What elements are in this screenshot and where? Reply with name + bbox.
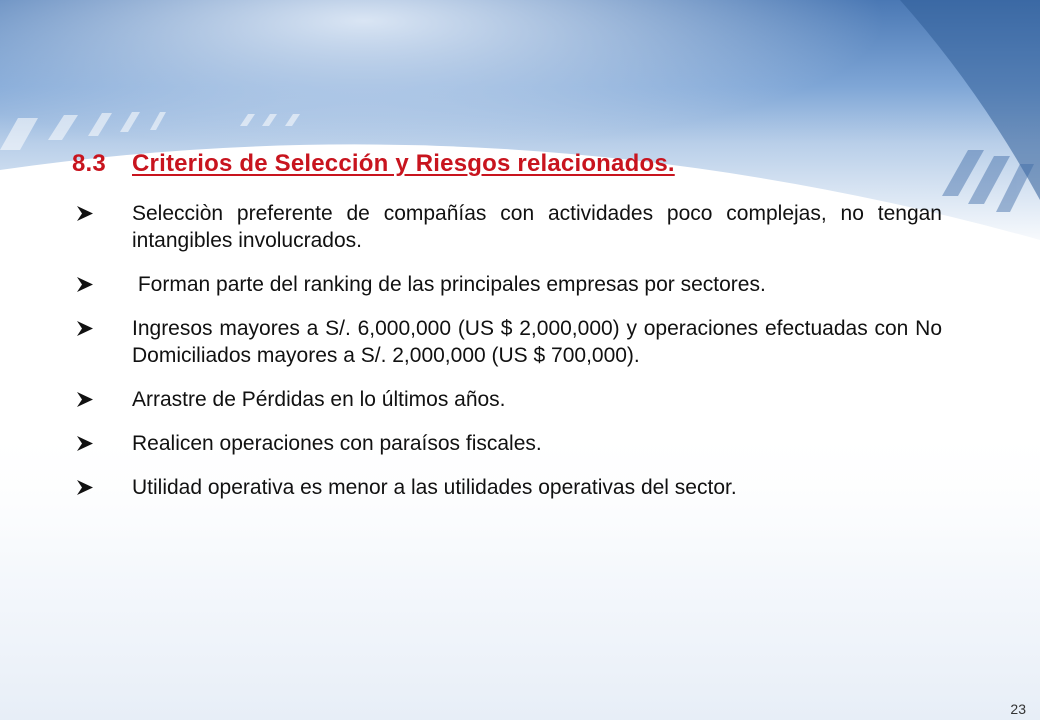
page-number: 23 bbox=[1010, 701, 1026, 717]
list-item bbox=[72, 271, 942, 298]
list-item bbox=[72, 474, 942, 501]
list-item-text: Forman parte del ranking de las principales empresas por sectores. bbox=[132, 273, 766, 296]
arrowhead-bullet-icon bbox=[74, 271, 96, 298]
arrowhead-bullet-icon bbox=[74, 430, 96, 457]
list-item bbox=[72, 430, 942, 457]
list-item-text: Ingresos mayores a S/. 6,000,000 (US $ 2,000,000) y operaciones efectuadas con No Domiciliados mayores a S/. 2,000,000 (US $ 700,000). bbox=[132, 317, 942, 367]
list-item-text: Selecciòn preferente de compañías con actividades poco complejas, no tengan intangibles involucrados. bbox=[132, 202, 942, 252]
arrowhead-bullet-icon bbox=[74, 474, 96, 501]
slide-title: Criterios de Selección y Riesgos relacionados. bbox=[132, 150, 675, 177]
list-item bbox=[72, 386, 942, 413]
section-number: 8.3 bbox=[72, 150, 106, 177]
list-item-text: Realicen operaciones con paraísos fiscales. bbox=[132, 432, 542, 455]
list-item bbox=[72, 315, 942, 369]
list-item-text: Utilidad operativa es menor a las utilidades operativas del sector. bbox=[132, 476, 737, 499]
arrowhead-bullet-icon bbox=[74, 386, 96, 413]
arrowhead-bullet-icon bbox=[74, 200, 96, 227]
criteria-list bbox=[72, 200, 942, 518]
list-item bbox=[72, 200, 942, 254]
list-item-text: Arrastre de Pérdidas en lo últimos años. bbox=[132, 388, 506, 411]
arrowhead-bullet-icon bbox=[74, 315, 96, 342]
